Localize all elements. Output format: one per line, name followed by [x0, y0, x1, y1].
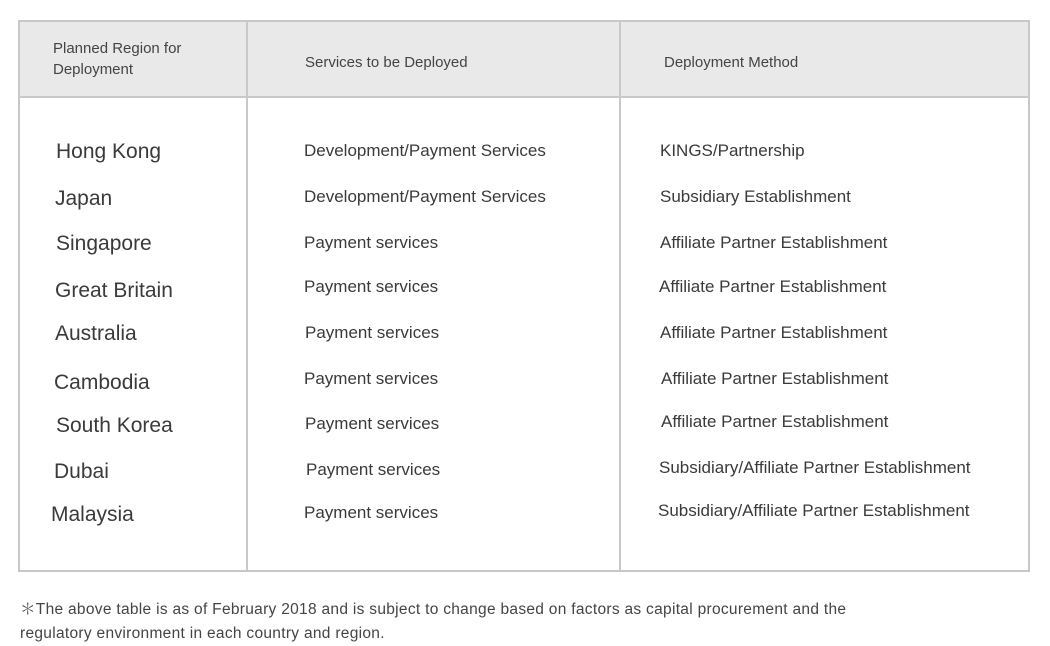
cell-region: Japan: [55, 187, 113, 210]
cell-service: Payment services: [305, 323, 440, 342]
table-row: [20, 140, 1028, 180]
cell-service: Payment services: [304, 277, 439, 296]
cell-region: South Korea: [56, 414, 173, 437]
cell-service: Development/Payment Services: [304, 141, 546, 160]
table-row: [20, 187, 1028, 227]
cell-method: Affiliate Partner Establishment: [661, 369, 889, 388]
cell-method: Affiliate Partner Establishment: [659, 277, 887, 296]
cell-service: Payment services: [304, 369, 439, 388]
header-method: Deployment Method: [664, 54, 799, 71]
cell-service: Payment services: [306, 460, 441, 479]
table-row: [20, 460, 1028, 500]
table-row: [20, 503, 1028, 543]
cell-service: Payment services: [305, 414, 440, 433]
cell-method: Affiliate Partner Establishment: [661, 412, 889, 431]
table-row: [20, 232, 1028, 272]
table-row: [20, 414, 1028, 454]
footnote-line2: regulatory environment in each country and region.: [20, 625, 385, 642]
footnote: [20, 598, 1030, 646]
cell-method: Affiliate Partner Establishment: [660, 323, 888, 342]
cell-method: Affiliate Partner Establishment: [660, 233, 888, 252]
table-row: [20, 279, 1028, 319]
cell-service: Payment services: [304, 233, 439, 252]
table-row: [20, 322, 1028, 362]
cell-region: Malaysia: [51, 503, 134, 526]
cell-method: Subsidiary Establishment: [660, 187, 851, 206]
header-services: Services to be Deployed: [305, 54, 468, 71]
table-header-row: [20, 22, 1028, 98]
cell-method: KINGS/Partnership: [660, 141, 805, 160]
cell-service: Payment services: [304, 503, 439, 522]
cell-region: Cambodia: [54, 371, 150, 394]
table-row: [20, 371, 1028, 411]
header-region-line2: Deployment: [53, 61, 134, 78]
cell-method: Subsidiary/Affiliate Partner Establishment: [658, 501, 970, 520]
cell-region: Australia: [55, 322, 137, 345]
header-region: [53, 38, 181, 80]
cell-service: Development/Payment Services: [304, 187, 546, 206]
cell-region: Dubai: [54, 460, 109, 483]
cell-region: Hong Kong: [56, 140, 162, 163]
cell-region: Great Britain: [55, 279, 173, 302]
header-region-line1: Planned Region for: [53, 40, 182, 57]
cell-region: Singapore: [56, 232, 152, 255]
deployment-table: [18, 20, 1030, 572]
footnote-line1: ＊The above table is as of February 2018 and is subject to change based on factors as capital procurement and the: [20, 601, 847, 618]
cell-method: Subsidiary/Affiliate Partner Establishment: [659, 458, 971, 477]
